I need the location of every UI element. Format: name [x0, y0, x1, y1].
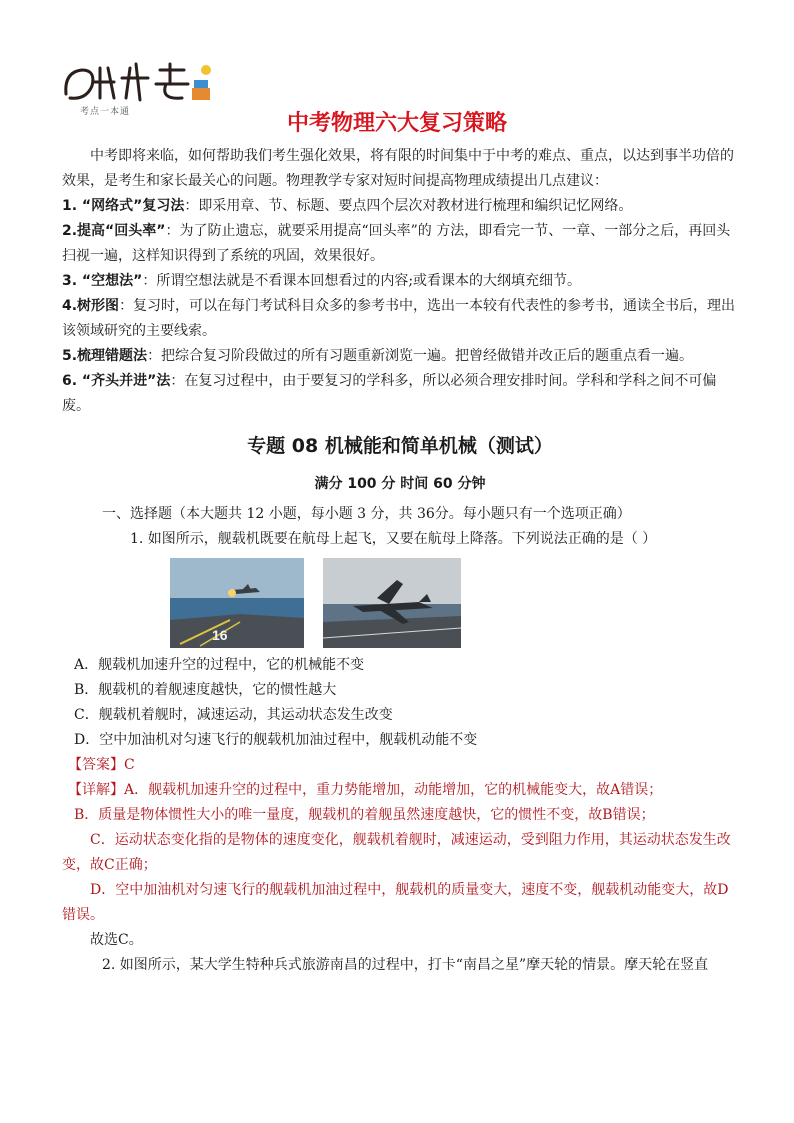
section-heading: 一、选择题（本大题共 12 小题，每小题 3 分，共 36分。每小题只有一个选项正确） [102, 506, 631, 522]
tip-label: 6. “齐头并进”法 [62, 373, 171, 389]
page-title: 中考物理六大复习策略 [286, 111, 507, 136]
intro-section [62, 144, 738, 419]
question-1-stem: 1. 如图所示，舰载机既要在航母上起飞，又要在航母上降落。下列说法正确的是（ ） [130, 531, 657, 547]
tip-text: ：把综合复习阶段做过的所有习题重新浏览一遍。把曾经做错并改正后的题重点看一遍。 [147, 348, 694, 364]
question-1-body [62, 653, 738, 978]
analysis-a: 【详解】A．舰载机加速升空的过程中，重力势能增加，动能增加，它的机械能变大，故A错误； [68, 782, 663, 798]
svg-text:16: 16 [212, 627, 228, 643]
option-b: B．舰载机的着舰速度越快，它的惯性越大 [74, 682, 337, 698]
tip-label: 1. “网络式”复习法 [62, 198, 185, 214]
tip-2 [62, 219, 738, 269]
test-subtitle: 满分 100 分 时间 60 分钟 [314, 476, 486, 492]
tip-1 [62, 194, 738, 219]
photo-takeoff [170, 558, 304, 648]
tip-text: ：所谓空想法就是不看课本回想看过的内容;或看课本的大纲填充细节。 [142, 273, 582, 289]
tip-5 [62, 344, 738, 369]
tip-label: 2.提高“回头率” [62, 223, 166, 239]
analysis-c: C．运动状态变化指的是物体的速度变化，舰载机着舰时，减速运动，受到阻力作用，其运动状态发生改变，故C正确； [62, 832, 731, 873]
tip-label: 5.梳理错题法 [62, 348, 148, 364]
option-c: C．舰载机着舰时，减速运动，其运动状态发生改变 [74, 707, 393, 723]
test-title: 专题 08 机械能和简单机械（测试） [247, 435, 553, 457]
photo-landing [323, 558, 461, 648]
intro-paragraph: 中考即将来临，如何帮助我们考生强化效果，将有限的时间集中于中考的难点、重点，以达到事半功倍的效果，是考生和家长最关心的问题。物理教学专家对短时间提高物理成绩提出几点建议： [62, 148, 734, 189]
tip-label: 3. “空想法” [62, 273, 143, 289]
conclusion: 故选C。 [90, 932, 143, 948]
tip-text: ：为了防止遗忘，就要采用提高“回头率”的 方法，即看完一节、一章、一部分之后，再回头扫视一遍，这样知识得到了系统的巩固，效果很好。 [62, 223, 731, 264]
answer: 【答案】C [68, 757, 135, 773]
tip-text: ：复习时，可以在每门考试科目众多的参考书中，选出一本较有代表性的参考书，通读全书后，理出该领域研究的主要线索。 [62, 298, 736, 339]
analysis-b: B．质量是物体惯性大小的唯一量度，舰载机的着舰虽然速度越快，它的惯性不变，故B错误； [74, 807, 655, 823]
tip-4 [62, 294, 738, 344]
question-2-stem: 2. 如图所示，某大学生特种兵式旅游南昌的过程中，打卡“南昌之星”摩天轮的情景。摩天轮在竖直 [102, 957, 709, 973]
analysis-label: 【详解】 [68, 782, 124, 798]
tip-label: 4.树形图 [62, 298, 120, 314]
option-d: D．空中加油机对匀速飞行的舰载机加油过程中，舰载机动能不变 [74, 732, 478, 748]
question-section [62, 502, 738, 552]
option-a: A．舰载机加速升空的过程中，它的机械能不变 [74, 657, 365, 673]
tip-3 [62, 269, 738, 294]
tip-text: ：即采用章、节、标题、要点四个层次对教材进行梳理和编织记忆网络。 [184, 198, 633, 214]
book-icon [192, 88, 210, 100]
analysis-d: D．空中加油机对匀速飞行的舰载机加油过程中，舰载机的质量变大，速度不变，舰载机动能变大，故D错误。 [62, 882, 729, 923]
tip-6 [62, 369, 738, 419]
logo-subtitle: 考点一本通 [80, 107, 131, 117]
tip-text: ：在复习过程中，由于要复习的学科多，所以必须合理安排时间。学科和学科之间不可偏废。 [62, 373, 717, 414]
